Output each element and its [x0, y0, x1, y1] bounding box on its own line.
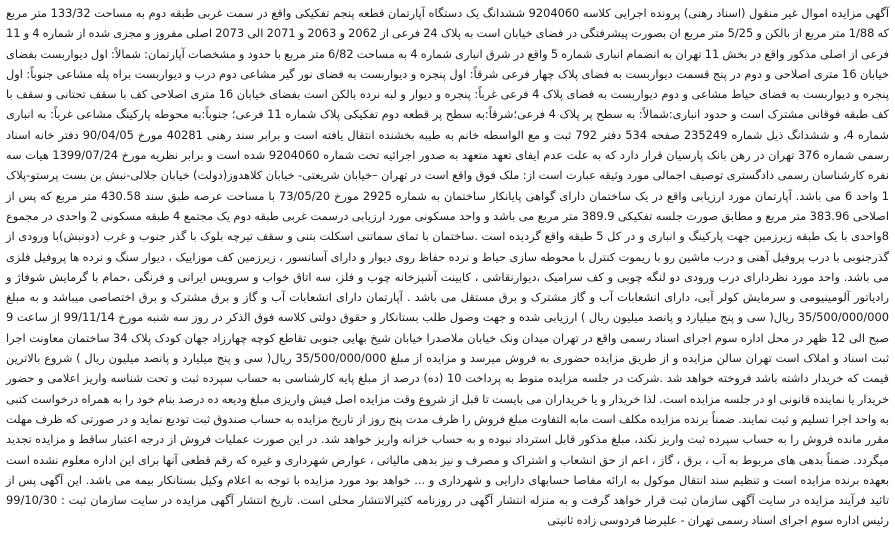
- notice-body-text: آگهی مزایده اموال غیر منقول (اسناد رهنی) پرونده اجرایی کلاسه 9204060 ششدانگ یک دستگاه آپارتمان قطعه پنجم تفکیکی واقع در سمت غربی طبقه دوم به مساحت 133/32 متر مربع که 1/88 متر مربع از بالکن و 5/25 متر مربع ان بصورت پیشرفتگی در فضای خیابان است به پلاک 24 فرعی از 2062 و 2063 و 2071 الی 2073 اصلی مفروز و مجزی شده از شماره 4 و 11 فرعی از اصلی مذکور واقع در بخش 11 تهران به انضمام انباری شماره 5 واقع در شرق انباری شماره 4 به مساحت 6/82 متر مربع با حدود و مشخصات آپارتمان: شمالاً: اول دیواربست بفضای خیابان 16 متری اصلاحی و دوم در پنج قسمت دیواربست به فضای پلاک چهار فرعی شرقاً: اول پنجره و دیواربست به فضای نور گیر مشاعی دوم درب و دیواربست براه پله مشاعی جنوباً: اول پنجره و دیواربست به فضای حیاط مشاعی و دوم دیواربست به فضای پلاک 4 فرعی غرباً: پنجره و دیوار و لبه نرده بالکن است بفضای خیابان 16 متری اصلاحی کف با سقف تحتانی و سقف با کف طبقه فوقانی مشترک است و حدود انباری:شمالاً: به سطح پر پلاک 4 فرعی؛شرقاً:به سطح پر قطعه دوم تفکیکی پلاک شماره 11 فرعی؛ جنوباً:به محوطه پارکینگ مشاعی غرباً: به انباری شماره 4، و ششدانگ ذیل شماره 235249 صفحه 534 دفتر 792 ثبت و مع الواسطه خانم به طیبه بخشنده انتقال یافته است و برابر سند رهنی 40281 مورخ 90/04/05 دفتر خانه اسناد رسمی شماره 376 تهران در رهن بانک پارسیان قرار دارد که به علت عدم ایفای تعهد متعهد به صدور اجرائیه تحت شماره 9204060 شده است و برابر نظریه مورخ 1399/07/24 هیات سه نفره کارشناسان رسمی دادگستری توصیف اجمالی مورد وثیقه عبارت است از: ملک فوق واقع است در تهران –خیابان شریعتی- خیابان کلاهدوز(دولت) خیابان جلالی-نبش بن بست پرستو-پلاک 1 واحد 6 می باشد. آپارتمان مورد ارزیابی واقع در یک ساختمان دارای گواهی پایانکار ساختمان به شماره 2925 مورخ 73/05/20 با مساحت عرصه طبق سند 430.58 متر مربع که پس از اصلاحی 383.96 متر مربع و مطابق صورت جلسه تفکیکی 389.9 متر مربع می باشد و واحد مسکونی مورد ارزیابی درسمت غربی طبقه دوم یک مجتمع 4 طبقه مسکونی 2 واحدی در مجموع 8واحدی با یک طبقه زیرزمین جهت پارکینگ و انباری و در کل 5 طبقه واقع گردیده است .ساختمان با تمای سماتنی اسکلت بتنی و سقف تیرچه بلوک با گذر جنوب و غرب (دونبش)با ورودی از گذرجنوبی با درب پروفیل آهنی و درب ماشین رو با ریموت کنترل با محوطه سازی حیاط و نرده حفاظ روی دیوار و دارای آسانسور ، زیرزمین کف موزاییک ، دیوار سنگ و نرده ها پروفیل فلزی می باشد. واحد مورد نظردارای درب ورودی دو لنگه چوبی و کف سرامیک ،دیوارنقاشی ، کابینت آشپزخانه چوب و فلز، سه اتاق خواب و سرویس ایرانی و فرنگی ،حمام با گرمایش شوفاژ و رادیاتور آلومینیومی و سرمایش کولر آبی، دارای انشعابات آب و گاز مشترک و برق مستقل می باشد . آپارتمان دارای انشعابات آب و گاز و برق مشترک و برق اختصاصی میباشد و به مبلغ 35/500/000/000 ریال( سی و پنج میلیارد و پانصد میلیون ریال ) ارزیابی شده و جهت وصول طلب بستانکار و حقوق دولتی کلاسه فوق الذکر در روز سه شنبه مورخ 99/11/14 از ساعت 9 صبح الی 12 ظهر در محل اداره سوم اجرای اسناد رسمی واقع در تهران میدان ونک خیابان ملاصدرا خیابان شیخ بهایی جنوبی تقاطع کوچه چهارزاد جهان کودک پلاک 34 ساختمان معاونت اجرا ثبت اسناد و املاک است تهران سالن مزایده و از طریق مزایده حضوری به فروش میرسد و مزایده از مبلغ 35/500/000/000 ریال( سی و پنج میلیارد و پانصد میلیون ریال ) شروع بالاترین قیمت که خریدار داشته باشد فروخته خواهد شد .شرکت در جلسه مزایده منوط به پرداخت 10 (ده) درصد از مبلغ پایه کارشناسی به حساب سپرده ثبت و تحت شناسه واریز اعلامی و حضور خریدار یا نماینده قانونی او در جلسه مزایده است. لذا خریدار و یا خریداران می بایست تا قبل از شروع وقت مزایده اصل فیش واریزی مبلغ ودیعه ده درصد بنام خود را به همراه درخواست کتبی به واحد اجرا تسلیم و ثبت نمایند. ضمناً برنده مزایده مکلف است مابه التفاوت مبلغ فروش را ظرف مدت پنج روز از تاریخ مزایده به حساب صندوق ثبت تودیع نماید و در صورتی که ظرف مهلت مقرر مانده فروش را به حساب سپرده ثبت واریز نکند، مبلغ مذکور قابل استرداد نبوده و به حساب خزانه واریز خواهد شد. در این صورت عملیات فروش از درجه اعتبار ساقط و مزایده تجدید میگردد. ضمناً بدهی های مربوط به آب ، برق ، گاز ، اعم از حق انشعاب و اشتراک و مصرف و نیز بدهی مالیاتی ، عوارض شهرداری و غیره که رقم قطعی آنها برای این اداره معلوم نشده است بعهده برنده مزایده است و تنظیم سند انتقال موکول به ارائه مفاصا حسابهای دارایی و شهرداری و ... خواهد بود مورد مزایده با توجه به اعلام وکیل بستانکار بیمه می باشد. این آگهی پس از تائید فرآیند مزایده در سایت آگهی سازمان ثبت قرار خواهد گرفت و به منزله انتشار آگهی در روزنامه کثیرالانتشار محلی است. تاریخ انتشار آگهی مزایده در سایت سازمان ثبت : 99/10/30 رئیس اداره سوم اجرای اسناد رسمی تهران - علیرضا فردوسی زاده ثانیتی: [6, 6, 890, 528]
